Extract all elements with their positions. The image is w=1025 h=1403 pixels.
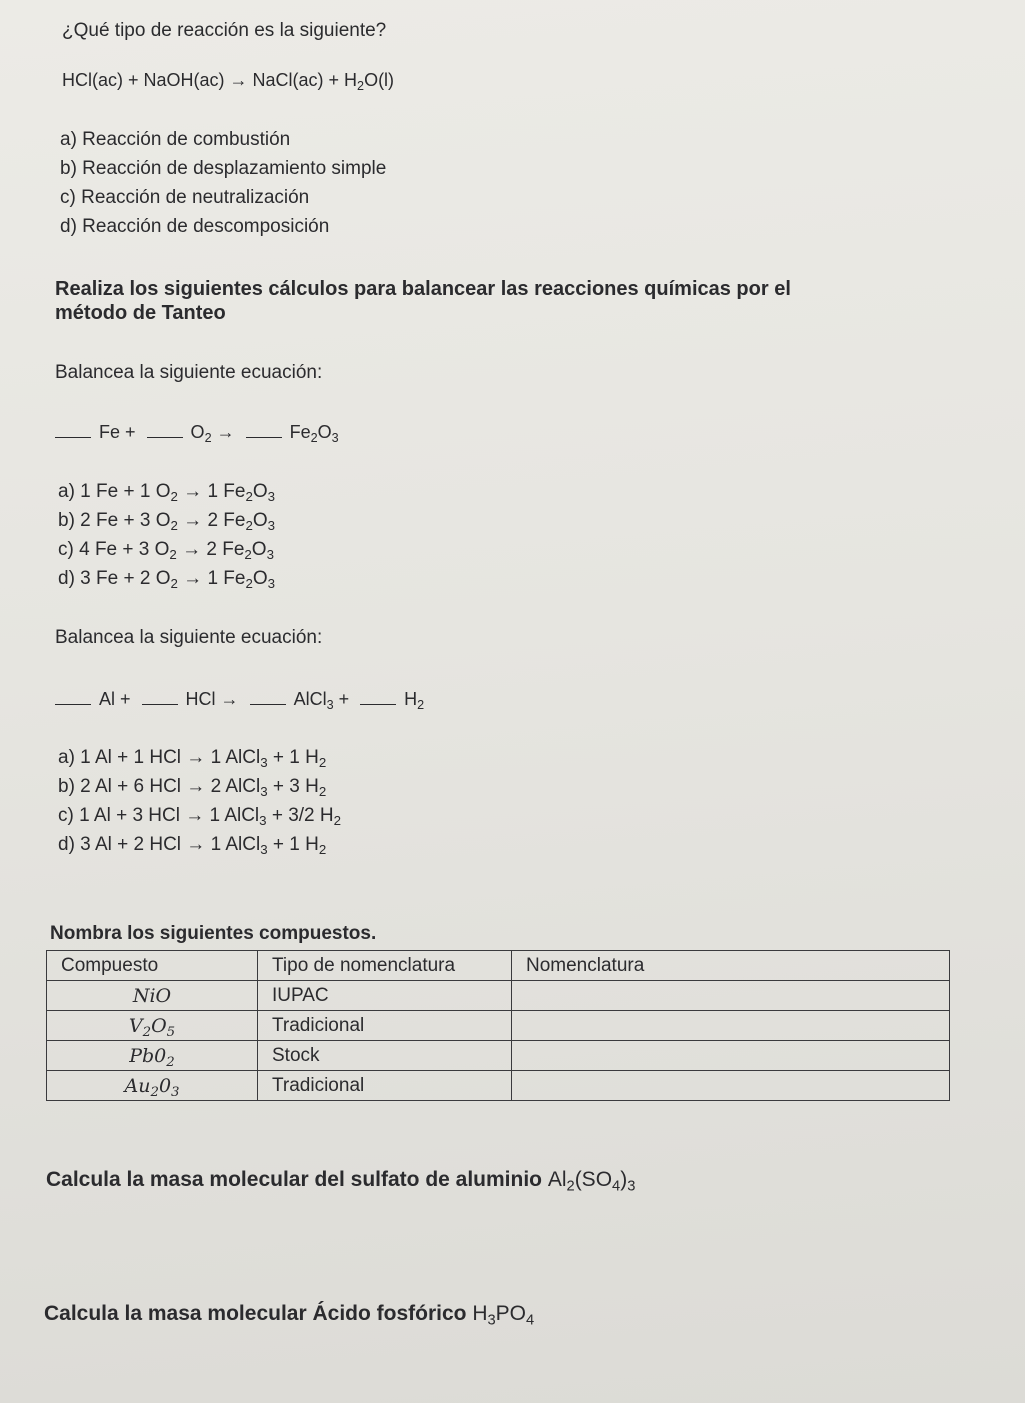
compound-formula: $Au_20_3$: [47, 1071, 258, 1101]
question-1-equation: HCl(ac) + NaOH(ac) → NaCl(ac) + $H_2O(l)$: [62, 70, 395, 93]
nomenclature-type: IUPAC: [258, 981, 512, 1011]
compound-formula: $V_2O_5$: [47, 1011, 258, 1041]
option-a[interactable]: a) 1 Al + 1 HCl → 1 AlCl$_3$ + 1 $H_2$: [58, 747, 327, 770]
instructions-line-2: método de Tanteo: [55, 302, 226, 324]
question-1-text: ¿Qué tipo de reacción es la siguiente?: [62, 20, 387, 41]
compounds-table: [46, 950, 950, 1101]
option-d[interactable]: d) Reacción de descomposición: [60, 216, 330, 237]
nomenclature-type: Tradicional: [258, 1071, 512, 1101]
compound-formula: NiO: [47, 981, 258, 1011]
question-6-text: Calcula la masa molecular Ácido fosfórico $H_3PO_4$: [44, 1302, 535, 1329]
blank-field[interactable]: [55, 423, 91, 438]
option-a[interactable]: a) 1 Fe + 1 $O_2 \to 1$ $Fe_2O_3$: [58, 481, 276, 504]
header-nomenclatura: Nomenclatura: [512, 951, 950, 981]
nomenclature-answer-cell[interactable]: [512, 1011, 950, 1041]
table-header-row: [47, 951, 950, 981]
blank-field[interactable]: [250, 690, 286, 705]
question-1-options: [60, 125, 386, 241]
nomenclature-type: Stock: [258, 1041, 512, 1071]
option-a[interactable]: a) Reacción de combustión: [60, 129, 291, 150]
table-row: [47, 1011, 950, 1041]
nomenclature-type: Tradicional: [258, 1011, 512, 1041]
option-b[interactable]: b) 2 Fe + 3 $O_2 \to 2$ $Fe_2O_3$: [58, 510, 276, 533]
blank-field[interactable]: [147, 423, 183, 438]
option-d[interactable]: d) 3 Al + 2 HCl → 1 AlCl$_3$ + 1 $H_2$: [58, 834, 327, 857]
table-row: [47, 1041, 950, 1071]
header-tipo: Tipo de nomenclatura: [258, 951, 512, 981]
question-3-options: [58, 743, 341, 859]
table-row: [47, 981, 950, 1011]
question-3-prompt: Balancea la siguiente ecuación:: [55, 627, 323, 648]
question-5-text: Calcula la masa molecular del sulfato de aluminio $Al_2(SO_4)_3$: [46, 1168, 636, 1195]
header-compuesto: Compuesto: [47, 951, 258, 981]
instructions-line-1: Realiza los siguientes cálculos para balancear las reacciones químicas por el: [55, 278, 791, 300]
option-c[interactable]: c) Reacción de neutralización: [60, 187, 310, 208]
blank-field[interactable]: [246, 423, 282, 438]
option-b[interactable]: b) 2 Al + 6 HCl → 2 AlCl$_3$ + 3 $H_2$: [58, 776, 327, 799]
nomenclature-answer-cell[interactable]: [512, 1071, 950, 1101]
nomenclature-answer-cell[interactable]: [512, 981, 950, 1011]
compound-formula: $Pb0_2$: [47, 1041, 258, 1071]
blank-field[interactable]: [360, 690, 396, 705]
question-3-blank-equation: Al + HCl → AlCl$_3$ + $H_2$: [55, 689, 424, 710]
question-4-title: Nombra los siguientes compuestos.: [50, 923, 377, 944]
option-d[interactable]: d) 3 Fe + 2 $O_2 \to 1$ $Fe_2O_3$: [58, 568, 276, 591]
nomenclature-answer-cell[interactable]: [512, 1041, 950, 1071]
blank-field[interactable]: [142, 690, 178, 705]
blank-field[interactable]: [55, 690, 91, 705]
option-b[interactable]: b) Reacción de desplazamiento simple: [60, 158, 387, 179]
question-2-blank-equation: $Fe + O_2 \to Fe_2O_3$: [55, 422, 339, 443]
question-2-options: [58, 477, 275, 593]
option-c[interactable]: c) 4 Fe + 3 $O_2 \to 2$ $Fe_2O_3$: [58, 539, 274, 562]
option-c[interactable]: c) 1 Al + 3 HCl → 1 AlCl$_3$ + 3/2 $H_2$: [58, 805, 342, 828]
table-row: [47, 1071, 950, 1101]
question-2-prompt: Balancea la siguiente ecuación:: [55, 362, 323, 383]
